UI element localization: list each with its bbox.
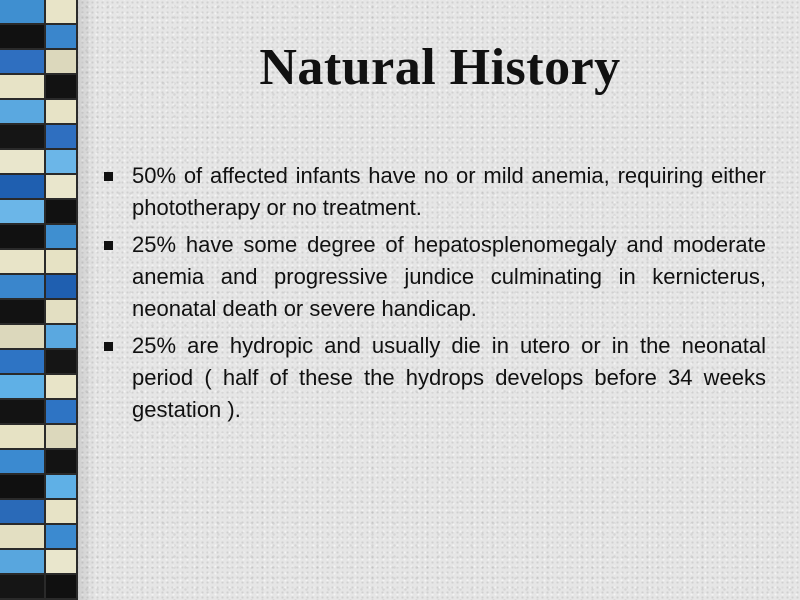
strip-square xyxy=(46,425,76,450)
strip-square xyxy=(46,175,76,200)
strip-square xyxy=(0,275,44,300)
strip-square xyxy=(0,525,44,550)
strip-square xyxy=(46,325,76,350)
bullet-text: 25% have some degree of hepatosplenomegaly and moderate anemia and progressive jundice culminating in kernicterus, neonatal death or severe handicap. xyxy=(132,232,766,321)
strip-square xyxy=(46,75,76,100)
strip-square xyxy=(46,525,76,550)
strip-square xyxy=(46,275,76,300)
strip-square xyxy=(0,400,44,425)
strip-column-inner xyxy=(46,0,78,600)
strip-square xyxy=(0,350,44,375)
square-bullet-icon xyxy=(104,342,113,351)
strip-square xyxy=(46,300,76,325)
strip-square xyxy=(0,50,44,75)
strip-square xyxy=(46,0,76,25)
strip-square xyxy=(0,375,44,400)
strip-square xyxy=(46,400,76,425)
strip-square xyxy=(46,450,76,475)
square-bullet-icon xyxy=(104,241,113,250)
strip-square xyxy=(0,175,44,200)
strip-square xyxy=(46,575,76,600)
strip-square xyxy=(46,100,76,125)
strip-square xyxy=(46,250,76,275)
strip-square xyxy=(0,75,44,100)
strip-square xyxy=(46,50,76,75)
strip-square xyxy=(0,550,44,575)
strip-square xyxy=(0,450,44,475)
strip-square xyxy=(0,0,44,25)
bullet-list xyxy=(100,160,766,431)
bullet-item xyxy=(100,229,766,325)
strip-square xyxy=(46,500,76,525)
strip-square xyxy=(46,375,76,400)
strip-square xyxy=(46,350,76,375)
strip-square xyxy=(0,575,44,600)
strip-square xyxy=(0,125,44,150)
bullet-item xyxy=(100,160,766,224)
strip-square xyxy=(46,125,76,150)
strip-column-outer xyxy=(0,0,46,600)
strip-square xyxy=(46,475,76,500)
strip-square xyxy=(0,475,44,500)
strip-square xyxy=(0,250,44,275)
strip-square xyxy=(0,150,44,175)
square-bullet-icon xyxy=(104,172,113,181)
strip-square xyxy=(0,25,44,50)
bullet-text: 25% are hydropic and usually die in utero or in the neonatal period ( half of these the hydrops develops before 34 weeks gestation ). xyxy=(132,333,766,422)
bullet-item xyxy=(100,330,766,426)
strip-square xyxy=(0,325,44,350)
slide-title: Natural History xyxy=(259,39,621,96)
strip-square xyxy=(0,200,44,225)
strip-square xyxy=(46,550,76,575)
strip-square xyxy=(0,300,44,325)
strip-square xyxy=(0,500,44,525)
bullet-text: 50% of affected infants have no or mild anemia, requiring either phototherapy or no treatment. xyxy=(132,163,766,220)
strip-shadow xyxy=(78,0,96,600)
decorative-color-strip xyxy=(0,0,96,600)
strip-square xyxy=(0,225,44,250)
strip-square xyxy=(46,200,76,225)
strip-square xyxy=(0,425,44,450)
strip-square xyxy=(46,25,76,50)
strip-square xyxy=(0,100,44,125)
strip-square xyxy=(46,225,76,250)
strip-square xyxy=(46,150,76,175)
